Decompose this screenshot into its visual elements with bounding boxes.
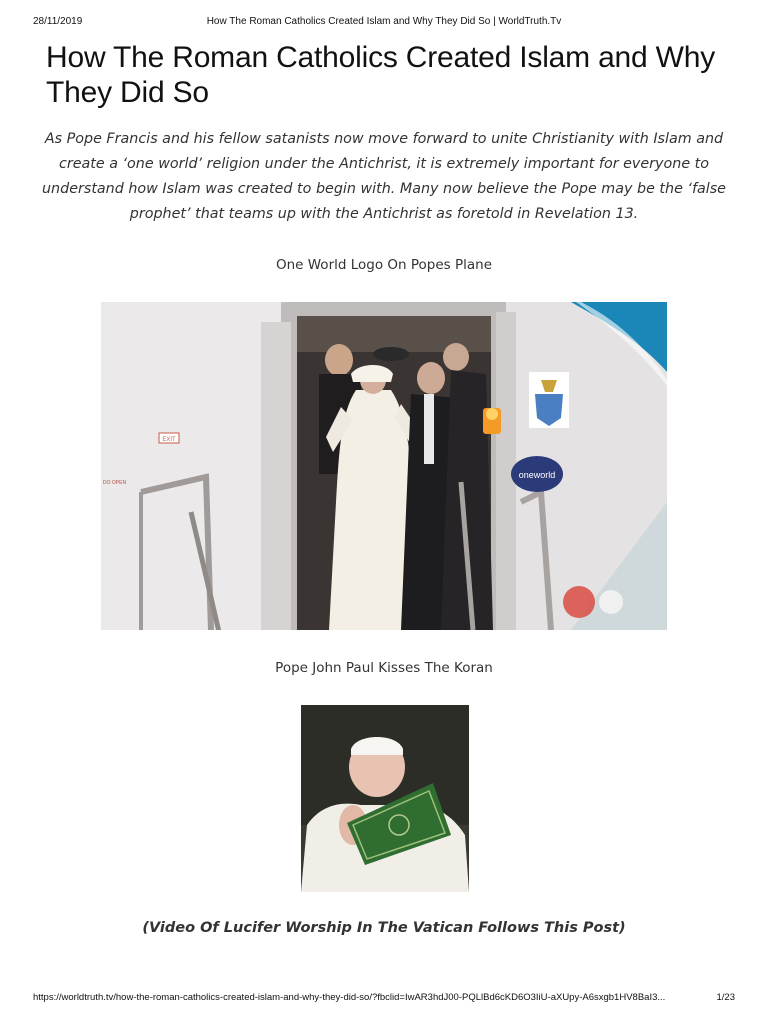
page-number: 1/23 <box>716 992 735 1003</box>
exit-sign-text: EXIT <box>162 437 176 443</box>
print-url[interactable]: https://worldtruth.tv/how-the-roman-catholics-created-islam-and-why-they-did-so/?fbclid=IwAR3hdJ00-PQLlBd6cKD6O3IiU-aXUpy-A6sxgb1HV8BaI3... <box>33 992 666 1003</box>
video-note: (Video Of Lucifer Worship In The Vatican Follows This Post) <box>142 920 626 936</box>
papal-coat-of-arms-icon <box>529 372 569 428</box>
article-intro: As Pope Francis and his fellow satanists now move forward to unite Christianity with Islam and create a ‘one world’ religion under the Antichrist, it is extremely important for everyone to understand how Islam was created to begin with. Many now believe the Pope may be the ‘false prophet’ that teams up with the Antichrist as foretold in Revelation 13. <box>42 131 726 222</box>
print-header <box>33 16 735 30</box>
oneworld-logo-text: oneworld <box>518 470 556 480</box>
pope-plane-illustration <box>101 302 667 630</box>
photo-pope-plane <box>101 302 667 630</box>
door-open-label: DO OPEN <box>103 480 127 486</box>
print-footer <box>33 992 735 1006</box>
print-date: 28/11/2019 <box>33 16 83 27</box>
pope-koran-illustration <box>301 705 469 892</box>
print-page-title: How The Roman Catholics Created Islam and Why They Did So | WorldTruth.Tv <box>206 16 562 27</box>
caption-one-world-logo: One World Logo On Popes Plane <box>275 257 493 273</box>
photo-pope-koran <box>301 705 469 892</box>
caption-koran-kiss: Pope John Paul Kisses The Koran <box>275 660 493 676</box>
article-title: How The Roman Catholics Created Islam and Why They Did So <box>46 41 716 109</box>
